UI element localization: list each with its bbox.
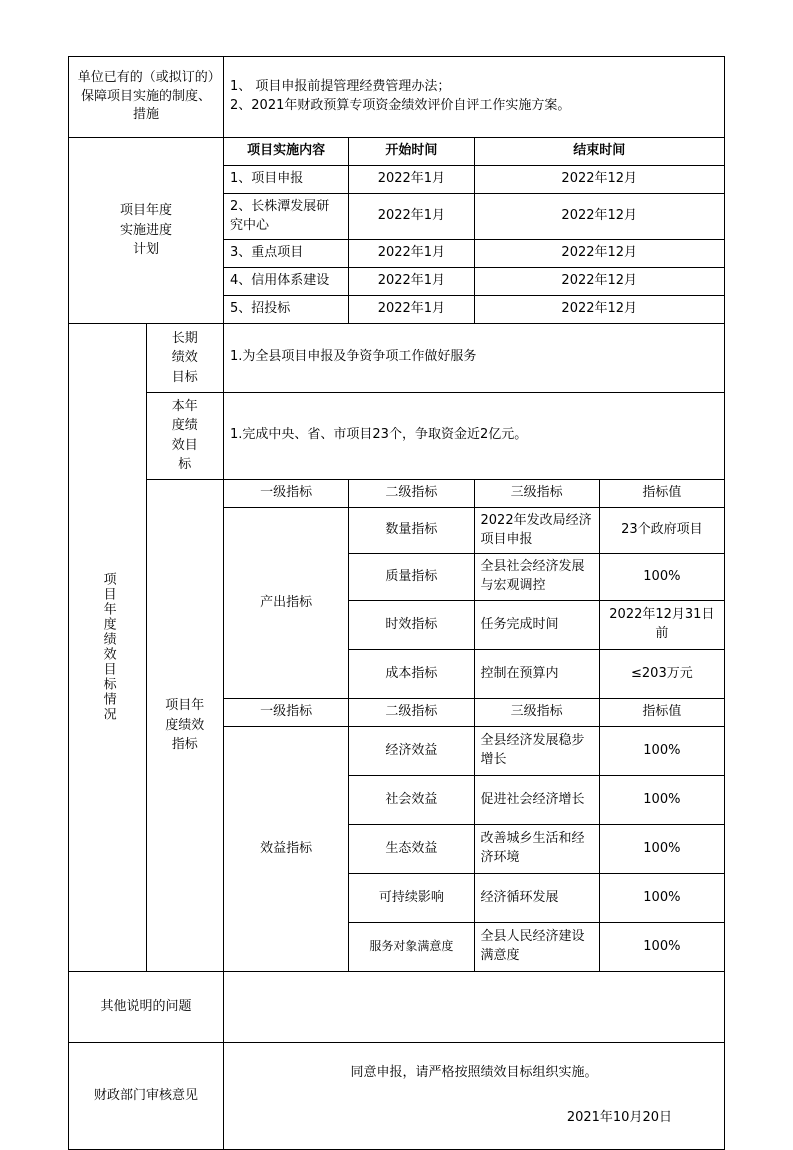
schedule-end: 2022年12月 [474,296,725,324]
other-notes-content [224,971,725,1042]
annual-goal-label-text: 本年度绩效目标 [171,398,198,473]
indicator-header-level3: 三级指标 [474,479,599,507]
schedule-start: 2022年1月 [349,240,474,268]
schedule-content: 5、招投标 [224,296,349,324]
indicator-header-level2: 二级指标 [349,699,474,727]
schedule-label [69,138,224,324]
schedule-label-text: 项目年度实施进度计划 [119,203,172,258]
schedule-content: 2、长株潭发展研究中心 [224,193,349,240]
indicator-value: 2022年12月31日前 [599,601,724,650]
schedule-end: 2022年12月 [474,165,725,193]
long-term-goal-label [146,323,224,392]
indicator-header-level2: 二级指标 [349,479,474,507]
performance-section-label [69,323,147,971]
schedule-header-content: 项目实施内容 [224,138,349,166]
indicator-level2: 质量指标 [349,554,474,601]
schedule-header-row [69,138,725,166]
schedule-start: 2022年1月 [349,165,474,193]
institution-line-1: 1、 项目申报前提管理经费管理办法； [230,79,451,95]
institution-row [69,57,725,138]
schedule-end: 2022年12月 [474,268,725,296]
annual-goal-label [146,392,224,479]
indicator-level3: 促进社会经济增长 [474,775,599,824]
schedule-start: 2022年1月 [349,296,474,324]
approval-content [224,1042,725,1149]
schedule-end: 2022年12月 [474,193,725,240]
indicator-group-output: 产出指标 [224,507,349,698]
indicator-value: 100% [599,873,724,922]
indicator-header-value: 指标值 [599,699,724,727]
performance-section-label-text: 项目年度绩效目标情况 [100,572,116,723]
long-term-goal-text: 1.为全县项目申报及争资争项工作做好服务 [224,323,725,392]
indicator-label-text: 项目年度绩效指标 [165,698,205,753]
long-term-goal-label-text: 长期绩效目标 [171,330,198,385]
indicator-group-benefit: 效益指标 [224,726,349,971]
indicator-value: 23个政府项目 [599,507,724,554]
annual-goal-row [69,392,725,479]
indicator-level2: 社会效益 [349,775,474,824]
indicator-level3: 全县人民经济建设满意度 [474,922,599,971]
schedule-start: 2022年1月 [349,268,474,296]
schedule-content: 1、项目申报 [224,165,349,193]
indicator-value: 100% [599,922,724,971]
indicator-level3: 控制在预算内 [474,650,599,699]
indicator-value: ≤203万元 [599,650,724,699]
institution-line-2: 2、2021年财政预算专项资金绩效评价自评工作实施方案。 [230,98,571,113]
indicator-level3: 全县社会经济发展与宏观调控 [474,554,599,601]
schedule-header-start: 开始时间 [349,138,474,166]
other-notes-label: 其他说明的问题 [69,971,224,1042]
other-notes-row [69,971,725,1042]
schedule-content: 4、信用体系建设 [224,268,349,296]
schedule-end: 2022年12月 [474,240,725,268]
indicator-label [146,479,224,971]
indicator-value: 100% [599,775,724,824]
approval-date: 2021年10月20日 [566,1109,672,1125]
indicator-header-level3: 三级指标 [474,699,599,727]
indicator-level2: 经济效益 [349,726,474,775]
long-term-goal-row [69,323,725,392]
indicator-level2: 数量指标 [349,507,474,554]
indicator-header-level1: 一级指标 [224,479,349,507]
schedule-start: 2022年1月 [349,193,474,240]
indicator-level2: 成本指标 [349,650,474,699]
institution-label: 单位已有的（或拟订的）保障项目实施的制度、措施 [69,57,224,138]
indicator-value: 100% [599,554,724,601]
indicator-level3: 改善城乡生活和经济环境 [474,824,599,873]
schedule-header-end: 结束时间 [474,138,725,166]
indicator-header-row-output [69,479,725,507]
approval-label: 财政部门审核意见 [69,1042,224,1149]
schedule-content: 3、重点项目 [224,240,349,268]
indicator-value: 100% [599,824,724,873]
indicator-level2: 生态效益 [349,824,474,873]
indicator-level3: 2022年发改局经济项目申报 [474,507,599,554]
institution-content [224,57,725,138]
indicator-level3: 经济循环发展 [474,873,599,922]
indicator-header-value: 指标值 [599,479,724,507]
indicator-level2: 可持续影响 [349,873,474,922]
indicator-header-level1: 一级指标 [224,699,349,727]
indicator-level2: 服务对象满意度 [349,922,474,971]
indicator-level3: 全县经济发展稳步增长 [474,726,599,775]
approval-text: 同意申报，请严格按照绩效目标组织实施。 [350,1065,598,1081]
approval-row [69,1042,725,1149]
annual-goal-text: 1.完成中央、省、市项目23个，争取资金近2亿元。 [224,392,725,479]
indicator-level2: 时效指标 [349,601,474,650]
indicator-value: 100% [599,726,724,775]
indicator-level3: 任务完成时间 [474,601,599,650]
performance-target-form [68,56,725,1150]
